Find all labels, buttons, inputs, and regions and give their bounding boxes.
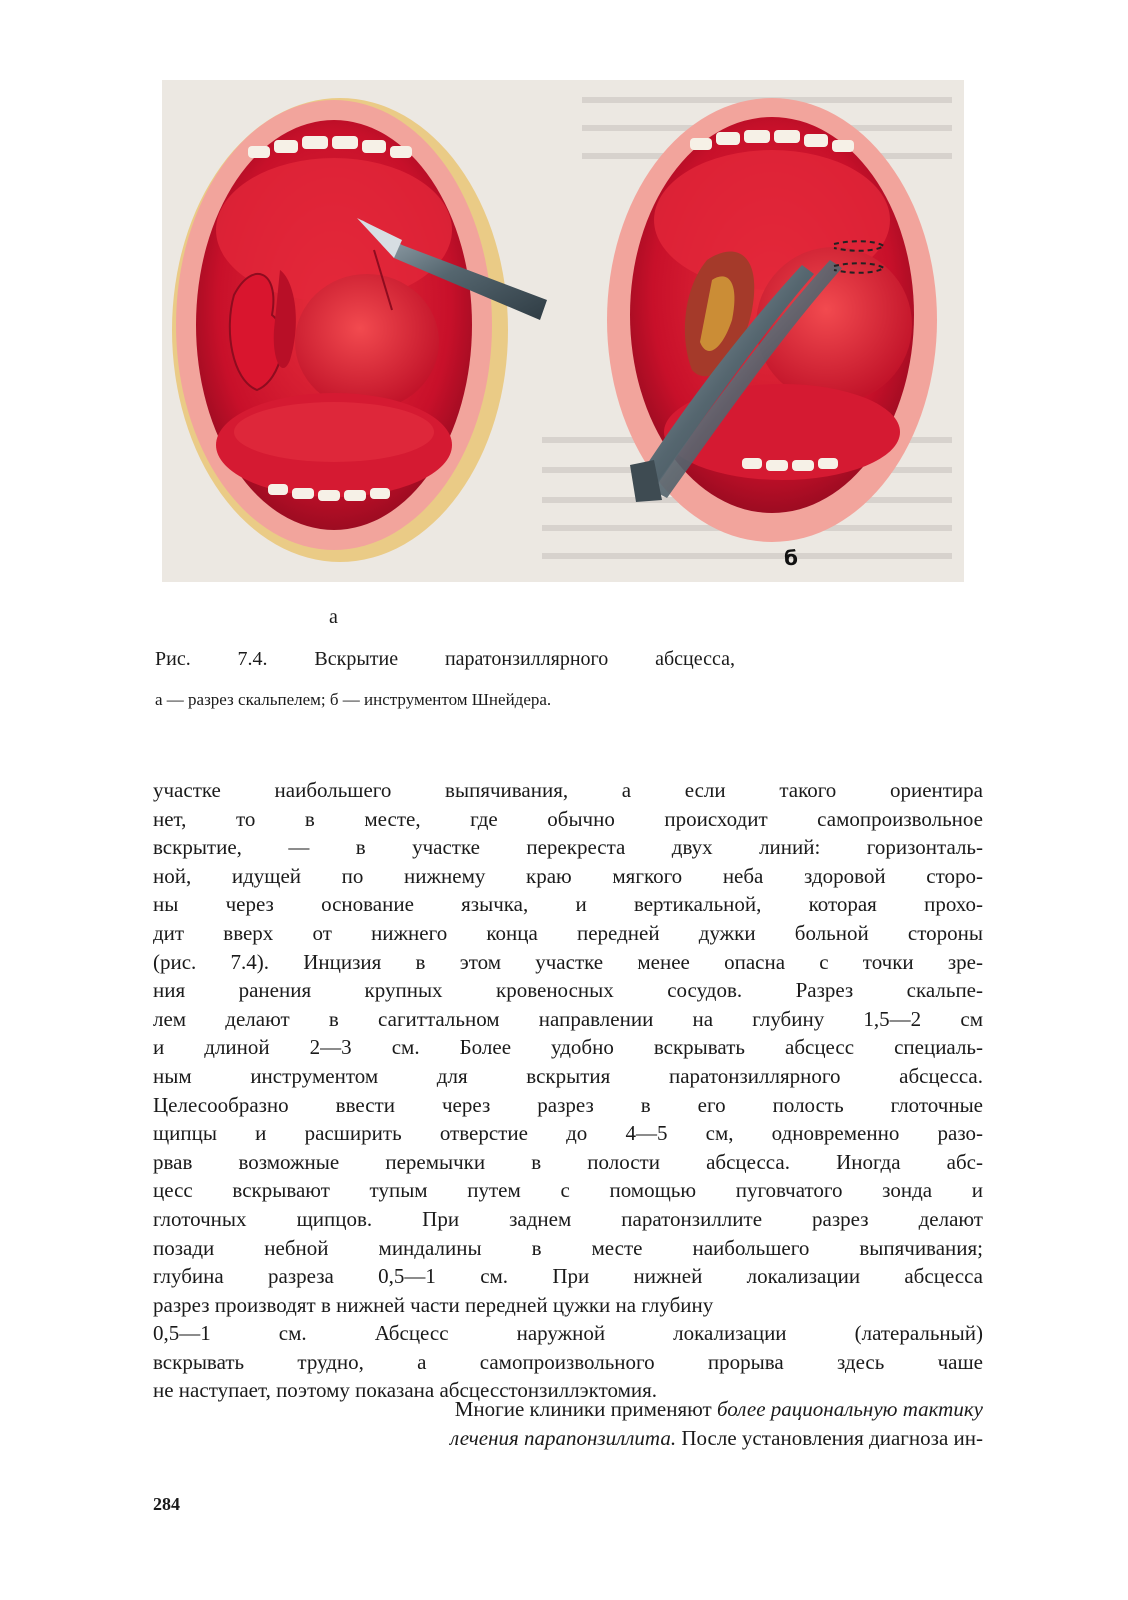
text-line [153, 1424, 983, 1453]
text-line: и длиной 2—3 см. Более удобно вскрывать абсцесс специаль- [153, 1035, 983, 1060]
figure-caption-detail: а — разрез скальпелем; б — инструментом Шнейдера. [155, 690, 552, 709]
text-line: не наступает, поэтому показана абсцесстонзиллэктомия. [153, 1378, 658, 1403]
plain-text: После установления диагноза ин- [676, 1425, 983, 1450]
text-line: щипцы и расширить отверстие до 4—5 см, одновременно разо- [153, 1121, 983, 1146]
figure-label-a: а [329, 606, 338, 628]
text-line: дит вверх от нижнего конца передней дужки больной стороны [153, 920, 983, 945]
page-number: 284 [153, 1494, 180, 1514]
mouth-a-drawing [172, 98, 547, 562]
text-line: глубина разреза 0,5—1 см. При нижней локализации абсцесса [153, 1264, 983, 1289]
text-line: (рис. 7.4). Инцизия в этом участке менее опасна с точки зре- [153, 949, 983, 974]
text-line: глоточных щипцов. При заднем паратонзиллите разрез делают [153, 1206, 983, 1231]
text-line [153, 1395, 983, 1424]
figure-label-b: б [784, 546, 798, 570]
second-paragraph [153, 1395, 983, 1452]
text-line: ным инструментом для вскрытия паратонзиллярного абсцесса. [153, 1063, 983, 1088]
mouth-b-drawing [607, 98, 937, 542]
text-line: лем делают в сагиттальном направлении на глубину 1,5—2 см [153, 1006, 983, 1031]
text-line: позади небной миндалины в месте наибольшего выпячивания; [153, 1235, 983, 1260]
abscess-opening-illustration [162, 80, 964, 582]
text-line: рвав возможные перемычки в полости абсцесса. Иногда абс- [153, 1149, 983, 1174]
text-line: 0,5—1 см. Абсцесс наружной локализации (латеральный) [153, 1321, 983, 1346]
text-line: цесс вскрывают тупым путем с помощью пуговчатого зонда и [153, 1178, 983, 1203]
plain-text: Многие клиники применяют [454, 1397, 717, 1421]
text-line: ны через основание язычка, и вертикальной, которая прохо- [153, 892, 983, 917]
text-line: разрез производят в нижней части передней цужки на глубину [153, 1292, 714, 1317]
text-line: вскрывать трудно, а самопроизвольного прорыва здесь чаше [153, 1349, 983, 1374]
illustration-figure [162, 80, 964, 582]
text-line: ной, идущей по нижнему краю мягкого неба здоровой сторо- [153, 863, 983, 888]
text-line: Целесообразно ввести через разрез в его полость глоточные [153, 1092, 983, 1117]
italic-text: более рациональную тактику [716, 1397, 983, 1421]
figure-caption-title: Рис. 7.4. Вскрытие паратонзиллярного абсцесса, [155, 648, 735, 670]
body-paragraph [153, 776, 983, 1405]
text-line: нет, то в месте, где обычно происходит самопроизвольное [153, 806, 983, 831]
italic-text: лечения парапонзиллита. [450, 1425, 677, 1450]
text-line: ния ранения крупных кровеносных сосудов. Разрез скальпе- [153, 978, 983, 1003]
text-line: участке наибольшего выпячивания, а если такого ориентира [153, 778, 983, 802]
text-line: вскрытие, — в участке перекреста двух линий: горизонталь- [153, 835, 983, 860]
